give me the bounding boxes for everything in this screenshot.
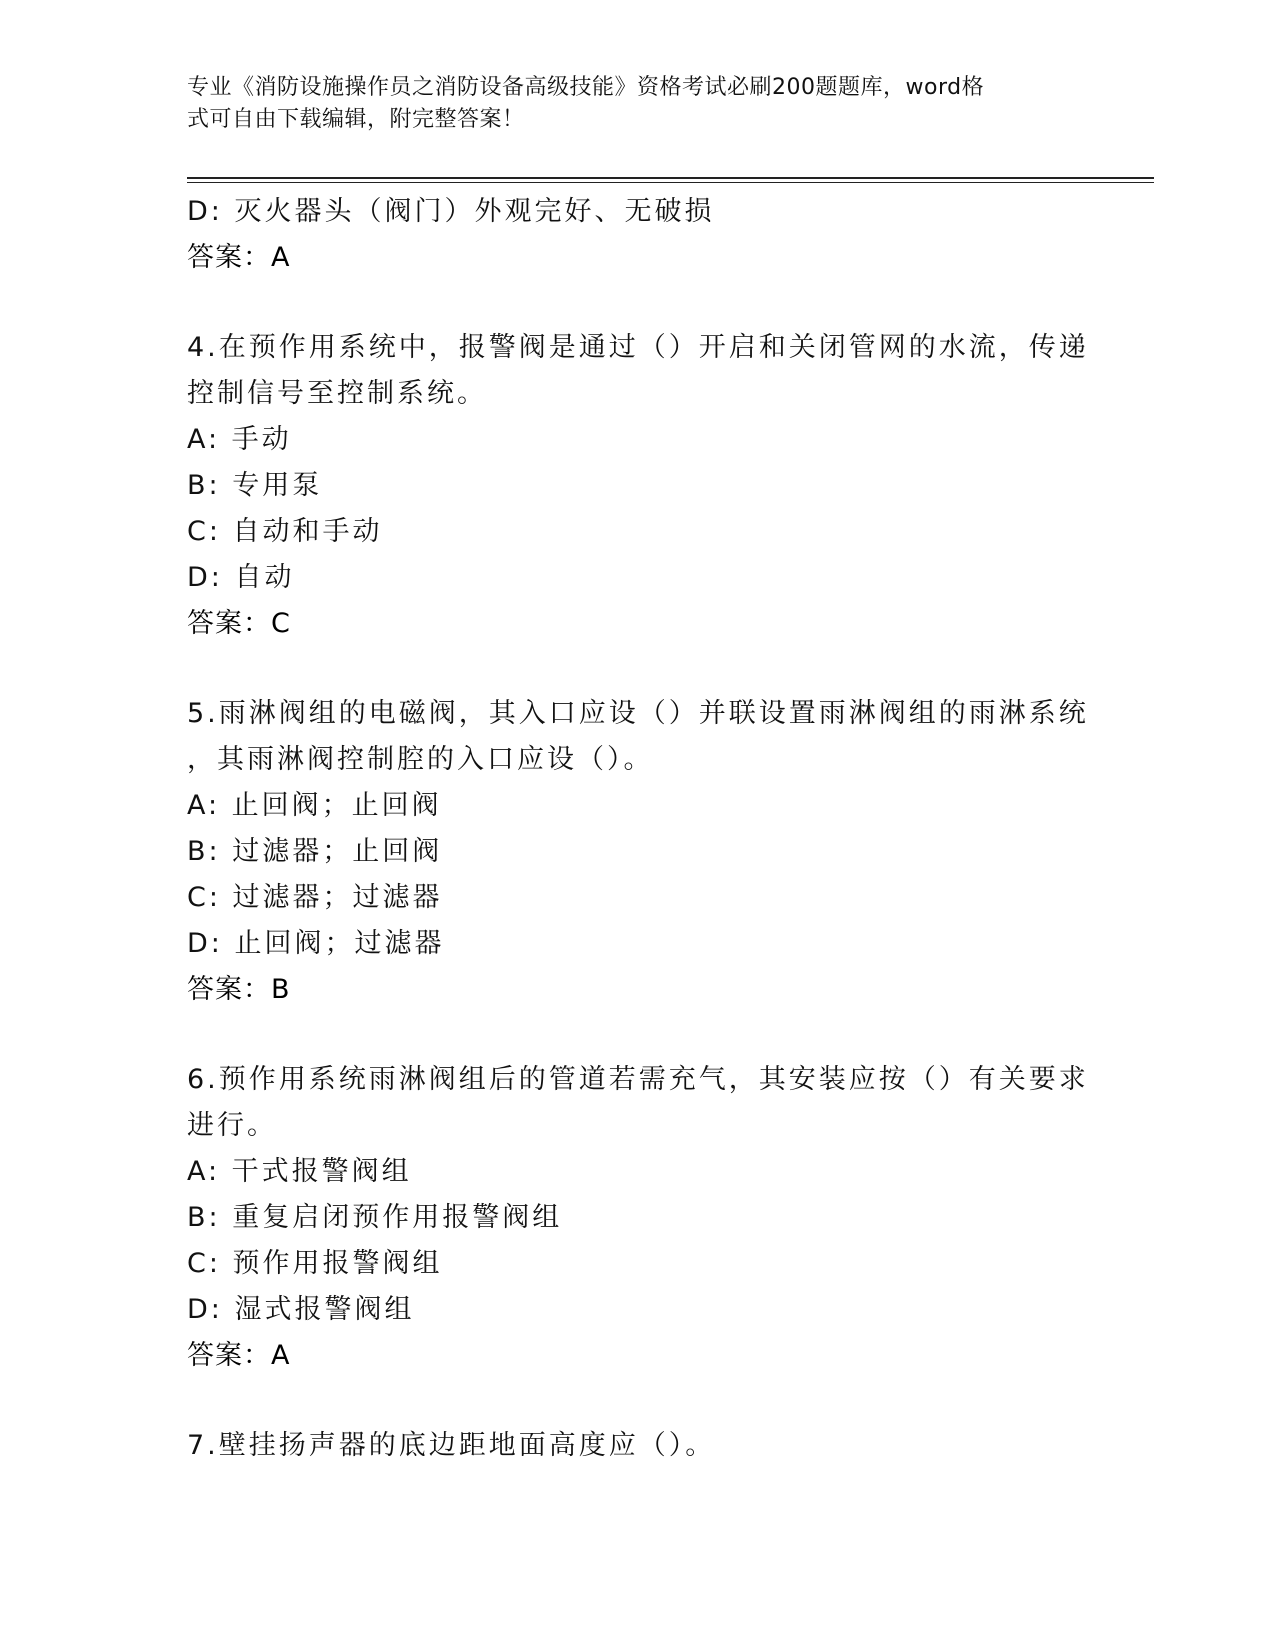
option-a: A: 手动 [187, 424, 292, 455]
spacer [187, 1013, 1057, 1057]
question-5 [187, 691, 1089, 1013]
spacer [187, 647, 1057, 691]
option-a: A: 干式报警阀组 [187, 1156, 412, 1187]
question-6 [187, 1057, 1089, 1379]
option-b: B: 过滤器；止回阀 [187, 836, 443, 867]
document-header [187, 72, 1067, 136]
option-b: B: 专用泵 [187, 470, 323, 501]
answer: 答案：A [187, 1340, 291, 1371]
question-stem: 6.预作用系统雨淋阀组后的管道若需充气，其安装应按（）有关要求 [187, 1064, 1089, 1095]
option-d: D: 湿式报警阀组 [187, 1294, 415, 1325]
question-stem-continued: 控制信号至控制系统。 [187, 378, 487, 409]
question-3-tail [187, 189, 1057, 281]
question-7 [187, 1423, 1057, 1469]
answer: 答案：A [187, 242, 291, 273]
option-d: D: 自动 [187, 562, 295, 593]
option-b: B: 重复启闭预作用报警阀组 [187, 1202, 563, 1233]
question-stem: 7.壁挂扬声器的底边距地面高度应（）。 [187, 1430, 716, 1461]
header-line-1: 专业《消防设施操作员之消防设备高级技能》资格考试必刷200题题库，word格 [187, 75, 985, 100]
spacer [187, 1379, 1057, 1423]
question-stem: 4.在预作用系统中，报警阀是通过（）开启和关闭管网的水流，传递 [187, 332, 1089, 363]
option-c: C: 过滤器；过滤器 [187, 882, 443, 913]
option-d: D: 灭火器头（阀门）外观完好、无破损 [187, 196, 715, 227]
question-stem-continued: ，其雨淋阀控制腔的入口应设（）。 [187, 744, 654, 775]
option-a: A: 止回阀；止回阀 [187, 790, 442, 821]
spacer [187, 281, 1057, 325]
option-d: D: 止回阀；过滤器 [187, 928, 445, 959]
question-4 [187, 325, 1089, 647]
header-line-2: 式可自由下载编辑，附完整答案！ [187, 107, 525, 132]
header-divider-thick [187, 177, 1154, 179]
question-stem-continued: 进行。 [187, 1110, 277, 1141]
option-c: C: 预作用报警阀组 [187, 1248, 443, 1279]
answer: 答案：B [187, 974, 291, 1005]
question-stem: 5.雨淋阀组的电磁阀，其入口应设（）并联设置雨淋阀组的雨淋系统 [187, 698, 1089, 729]
answer: 答案：C [187, 608, 291, 639]
option-c: C: 自动和手动 [187, 516, 383, 547]
header-divider-thin [187, 182, 1154, 183]
question-list [187, 189, 1089, 1469]
